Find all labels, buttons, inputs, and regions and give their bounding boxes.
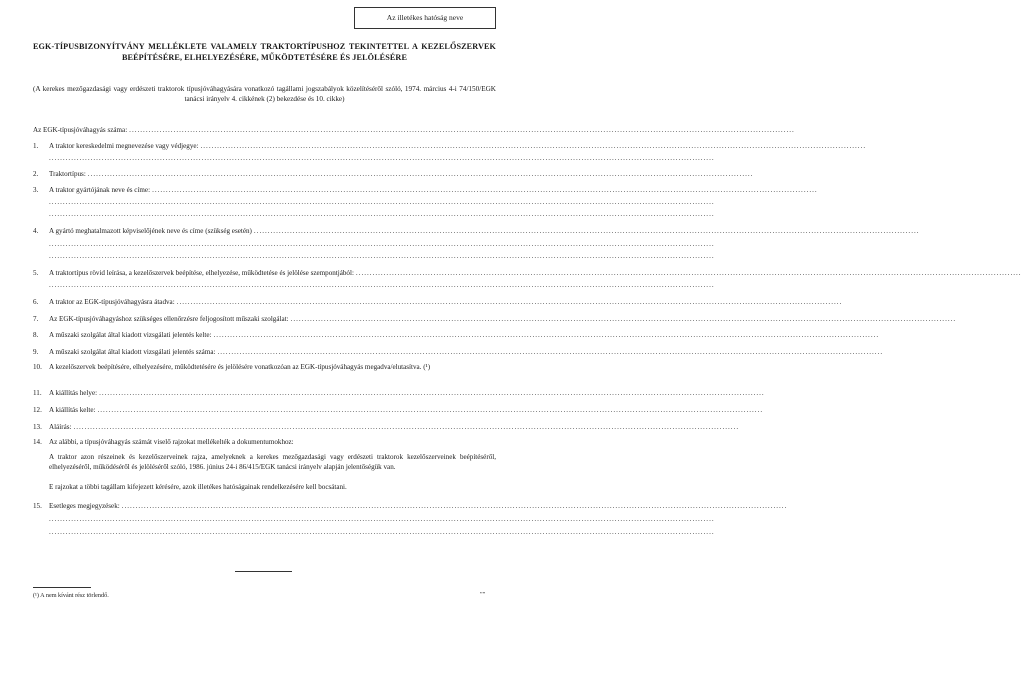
dotted-fill: ................................................................................................................................................................................................................................................ xyxy=(129,126,795,134)
dotted-fill: ................................................................................................................................................................................................................................................ xyxy=(355,269,1022,277)
field-number: 9. xyxy=(33,348,39,356)
field-label: A kiállítás kelte: xyxy=(49,406,96,414)
field-label: A kiállítás helye: xyxy=(49,389,98,397)
field-number: 12. xyxy=(33,406,42,414)
field-number: 1. xyxy=(33,142,39,150)
dotted-fill: ................................................................................................................................................................................................................................................ xyxy=(152,186,818,194)
field-label: Traktortípus: xyxy=(49,170,86,178)
footnote-rule xyxy=(33,587,91,588)
dotted-fill: ................................................................................................................................................................................................................................................ xyxy=(290,315,957,323)
field-number: 8. xyxy=(33,331,39,339)
competent-authority-box: Az illetékes hatóság neve xyxy=(354,7,496,29)
dotted-fill: ................................................................................................................................................................................................................................................ xyxy=(99,389,765,397)
dotted-fill: ................................................................................................................................................................................................................................................ xyxy=(121,502,788,510)
field-14 xyxy=(33,438,496,447)
field-label: Az alábbi, a típusjóváhagyás számát viselő rajzokat mellékelték a dokumentumokhoz: xyxy=(49,438,294,446)
field-number: 7. xyxy=(33,315,39,323)
field-number: 3. xyxy=(33,186,39,194)
field-number: 11. xyxy=(33,389,42,397)
footnote: (¹) A nem kívánt rész törlendő. xyxy=(33,592,109,599)
field-13 xyxy=(33,423,740,432)
field-number: 14. xyxy=(33,438,42,446)
field-number: 13. xyxy=(33,423,42,431)
dotted-fill: ................................................................................................................................................................................................................................................ xyxy=(97,406,764,414)
end-rule xyxy=(235,571,292,572)
field-12 xyxy=(33,406,764,415)
field-7 xyxy=(33,315,957,324)
dotted-fill: ................................................................................................................................................................................................................................................ xyxy=(176,298,843,306)
dotted-line: ................................................................................................................................................................................................................................................ xyxy=(49,515,715,523)
dotted-line: ................................................................................................................................................................................................................................................ xyxy=(49,281,715,289)
dotted-line: ................................................................................................................................................................................................................................................ xyxy=(49,528,715,536)
field-3 xyxy=(33,186,818,195)
field-number: 10. xyxy=(33,363,42,371)
dotted-fill: ................................................................................................................................................................................................................................................ xyxy=(87,170,754,178)
field-label: A traktor az EGK-típusjóváhagyásra átadva: xyxy=(49,298,175,306)
field-label: A kezelőszervek beépítésére, elhelyezésére, működtetésére és jelölésére vonatkozóan az EGK-típusjóváhagyás megadva/elutasítva. (¹) xyxy=(49,363,431,371)
field-number: 15. xyxy=(33,502,42,510)
page-marker: "" xyxy=(480,591,486,598)
field-label: Az EGK-típusjóváhagyáshoz szükséges ellenőrzésre feljogosított műszaki szolgálat: xyxy=(49,315,289,323)
field-5 xyxy=(33,269,1022,278)
field-label: A traktor kereskedelmi megnevezése vagy védjegye: xyxy=(49,142,199,150)
field-15 xyxy=(33,502,788,511)
field-1 xyxy=(33,142,867,151)
field-label: A műszaki szolgálat által kiadott vizsgálati jelentés kelte: xyxy=(49,331,212,339)
dotted-line: ................................................................................................................................................................................................................................................ xyxy=(49,198,715,206)
field-9 xyxy=(33,348,884,357)
field-label: A traktor gyártójának neve és címe: xyxy=(49,186,151,194)
dotted-line: ................................................................................................................................................................................................................................................ xyxy=(49,210,715,218)
dotted-line: ................................................................................................................................................................................................................................................ xyxy=(49,240,715,248)
field-number: 5. xyxy=(33,269,39,277)
dotted-fill: ................................................................................................................................................................................................................................................ xyxy=(200,142,867,150)
dotted-line: ................................................................................................................................................................................................................................................ xyxy=(49,252,715,260)
field-8 xyxy=(33,331,880,340)
drawings-availability-note: E rajzokat a többi tagállam kifejezett kérésére, azok illetékes hatóságainak rendelkezésére kell bocsátani. xyxy=(49,483,347,491)
field-label: Esetleges megjegyzések: xyxy=(49,502,120,510)
field-label: Aláírás: xyxy=(49,423,72,431)
field-number: 6. xyxy=(33,298,39,306)
field-6 xyxy=(33,298,843,307)
field-number: 2. xyxy=(33,170,39,178)
field-10 xyxy=(33,363,496,373)
dotted-line: ................................................................................................................................................................................................................................................ xyxy=(49,154,715,162)
field-label: A traktortípus rövid leírása, a kezelőszervek beépítése, elhelyezése, működtetése és jelölése szempontjából: xyxy=(49,269,354,277)
field-number: 4. xyxy=(33,227,39,235)
approval-number-label: Az EGK-típusjóváhagyás száma: xyxy=(33,126,128,134)
field-label: A gyártó meghatalmazott képviselőjének neve és címe (szükség esetén) xyxy=(49,227,252,235)
dotted-fill: ................................................................................................................................................................................................................................................ xyxy=(73,423,740,431)
dotted-fill: ................................................................................................................................................................................................................................................ xyxy=(213,331,880,339)
field-11 xyxy=(33,389,765,398)
dotted-fill: ................................................................................................................................................................................................................................................ xyxy=(217,348,884,356)
field-2 xyxy=(33,170,754,179)
document-title: EGK-TÍPUSBIZONYÍTVÁNY MELLÉKLETE VALAMELY TRAKTORTÍPUSHOZ TEKINTETTEL A KEZELŐSZERVEK BEÉPÍTÉSÉRE, ELHELYEZÉSÉRE, MŰKÖDTETÉSÉRE ÉS JELÖLÉSÉRE xyxy=(33,42,496,62)
field-4 xyxy=(33,227,920,236)
document-subtitle: (A kerekes mezőgazdasági vagy erdészeti traktorok típusjóváhagyására vonatkozó tagállami jogszabályok közelítéséről szóló, 1974. március 4-i 74/150/EGK tanácsi irányelv 4. cikkének (2) bekezdése és 10. cikke) xyxy=(33,85,496,103)
approval-number-field xyxy=(33,126,795,135)
drawings-description: A traktor azon részeinek és kezelőszerveinek rajza, amelyeknek a kerekes mezőgazdasági vagy erdészeti traktorok kezelőszerveinek beépítéséről, elhelyezéséről, működéséről és jelöléséről szóló, 1986. június 24-i 86/415/EGK tanácsi irányelv alapján jelentőségük van. xyxy=(49,453,496,471)
dotted-fill: ................................................................................................................................................................................................................................................ xyxy=(253,227,920,235)
field-label: A műszaki szolgálat által kiadott vizsgálati jelentés száma: xyxy=(49,348,216,356)
